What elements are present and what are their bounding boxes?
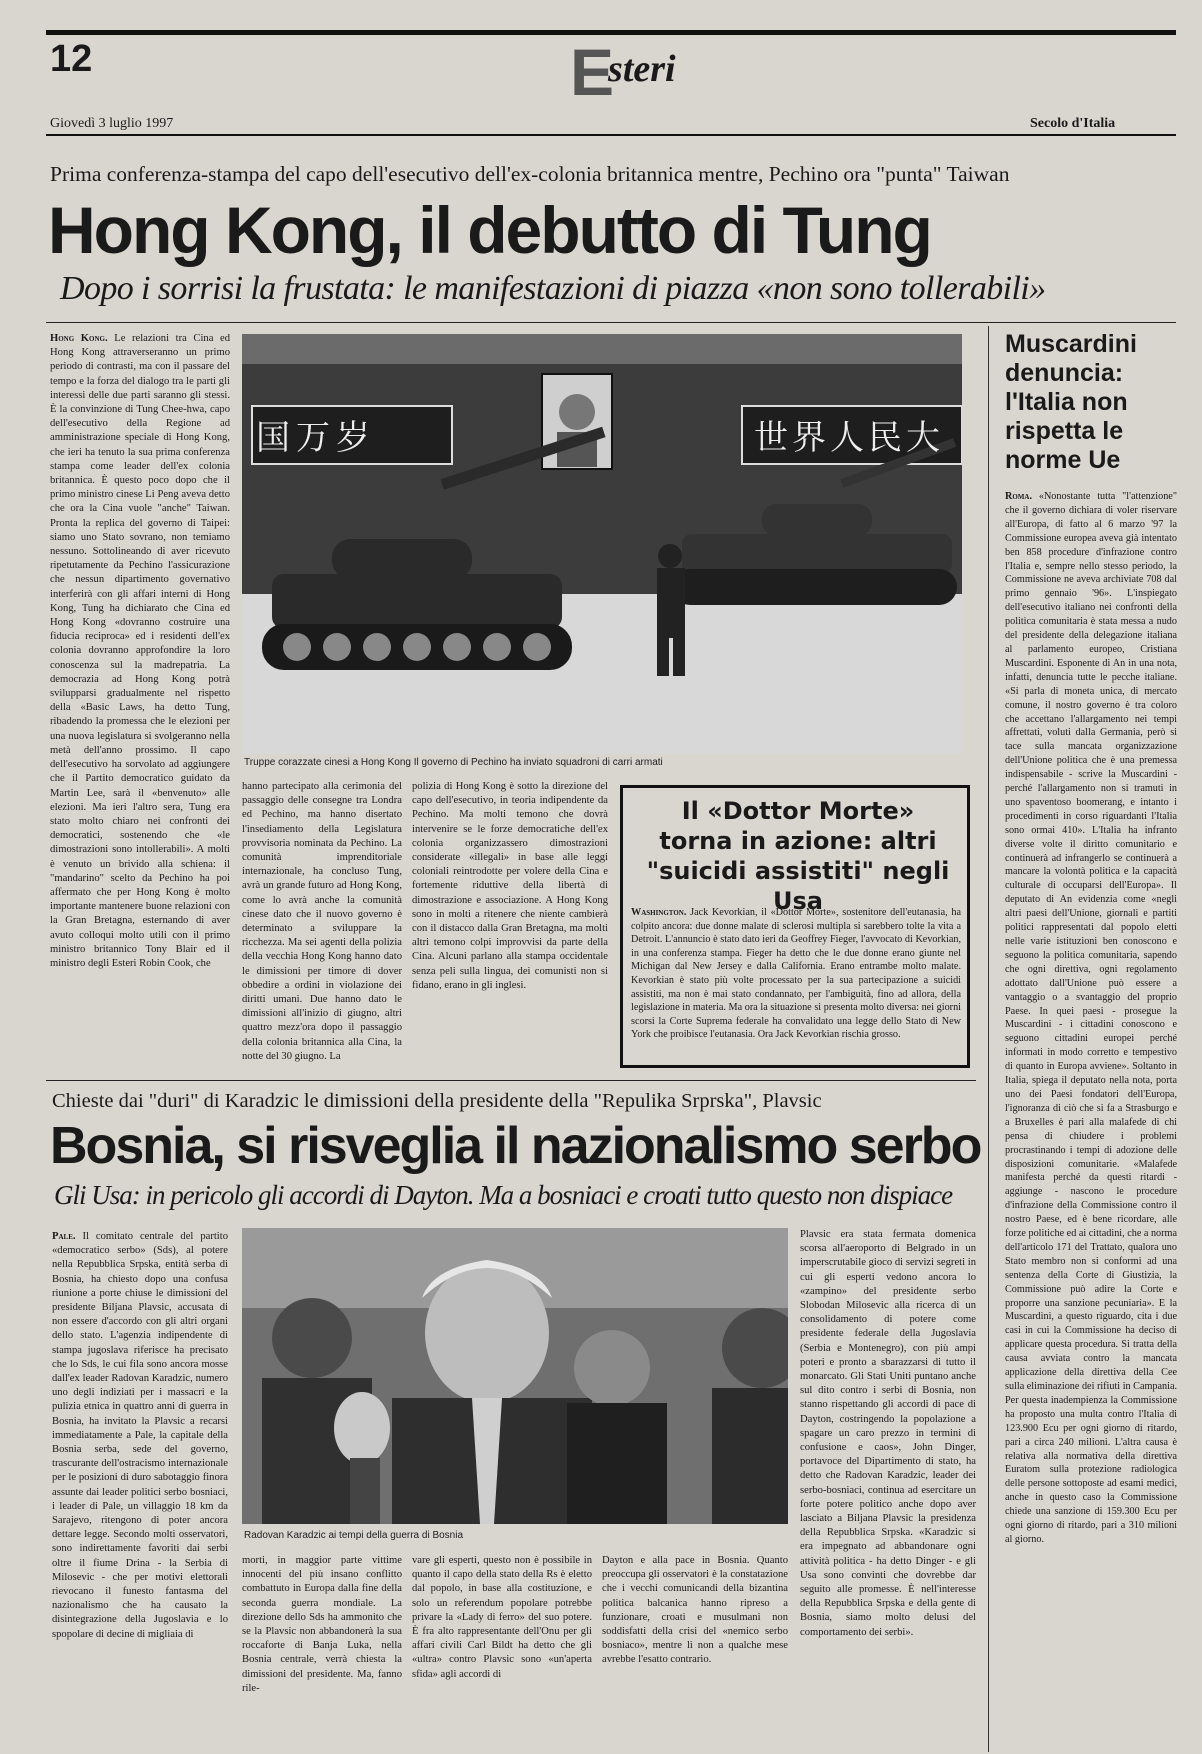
story2-kicker: Chieste dai "duri" di Karadzic le dimissioni della presidente della "Repulika Srprska", Plavsic [52,1090,822,1112]
story1-dateline: Hong Kong. [50,333,108,344]
story1-rule [46,322,1176,323]
section-rest: steri [608,48,676,90]
dottor-morte-text: Jack Kevorkian, il «Dottor Morte», sostenitore dell'eutanasia, ha colpito ancora: due donne malate di sclerosi multipla si sarebbero tolte la vita a Detroit. L'annuncio è stato dato ieri da Geoffrey Fieger, l'avvocato di Kevorkian, in una conferenza stampa. Fieger ha detto che le due donne erano giunte nel Michigan dal New Jersey e dalla California. Erano entrambe molto malate. Kevorkian è stato più volte processato per la sua partecipazione a suicidi assistiti, ma non è mai stato condannato, per l'ambiguità, fino ad allora, della legislazione in materia. Ma ora la situazione si presenta molto diversa: nei giorni scorsi la Corte Suprema federale ha convalidato una legge dello Stato di New York che proibisce l'eutanasia. Ora Jack Kevorkian rischia grosso. [631,907,961,1041]
story2-col4-text: Dayton e alla pace in Bosnia. Quanto preoccupa gli osservatori è la constatazione che i vecchi comunicandi della bizantina politica balcanica hanno ripreso a funzionare, croati e musulmani non soddisfatti della crisi del «nemico serbo bosniaco», mentre lì non a qualche mese avrebbe l'esatto contrario. [602,1555,788,1666]
section-initial: E [570,35,615,109]
story2-column-2 [242,1554,402,1748]
portrait-photo [242,1228,788,1524]
tank-photo-caption: Truppe corazzate cinesi a Hong Kong Il governo di Pechino ha inviato squadroni di carri armati [244,757,663,768]
dottor-morte-dateline: Washington. [631,907,687,918]
story2-col3-text: vare gli esperti, questo non è possibile in quanto il capo della stato della Rs è eletto dal popolo, in base alla costituzione, e solo un referendum popolare potrebbe privare la «Lady di ferro» del suo potere. È fra alto rappresentante dell'Onu per gli affari civili Carl Bildt ha detto che gli «ultra» contro Plavsic sono «un'aperta sfida» agli accordi di [412,1555,592,1680]
dottor-morte-headline: Il «Dottor Morte» torna in azione: altri "suicidi assistiti" negli Usa [646,797,950,915]
story1-col2-text: hanno partecipato alla cerimonia del passaggio delle consegne tra Londra ed Pechino, ma hanno disertato l'insediamento della Legislatura provvisoria nominata da Pechino. La comunità imprenditoriale internazionale, ha concluso Tung, avrà un grande futuro ad Hong Kong, come lo avrà anche la comunità cinese dato che il nuovo governo è determinato a sviluppare la ricchezza. Ma sei agenti della polizia della vecchia Hong Kong hanno dato le dimissioni per timore di dover obbedire a ordini in violazione dei diritti umani. Due hanno dato le dimissioni all'inizio di giugno, altri quattro mezz'ora dopo il passaggio della colonia britannica alla Cina, la notte del 30 giugno. La [242,781,402,1062]
tank-photo [242,334,962,754]
sidebar-text: «Nonostante tutta "l'attenzione" che il governo dichiara di voler riservare all'Europa, di fatto al 6 marzo '97 la Commissione europea aveva già intentato ben 858 procedure d'infrazione contro l'Italia e, sempre nello stesso periodo, la Commissione ne aveva archiviate 708 dal primo gennaio '96». L'inspiegato dell'esecutivo italiano nei confronti della politica comunitaria è stata messa a nudo del presidente della delegazione italiana al parlamento europeo, Cristiana Muscardini. Esponente di An in una nota, infatti, denuncia tutte le pecche italiane. «Si parla di moneta unica, di mercato comune, il nostro governo è tra coloro che accettano l'allargamento nei tempi affrettati, voluti dalla Germania, però si tace sulla mancata organizzazione dell'Unione politica che è una premessa indispensabile - scrive la Muscardini - perché l'allargamento non si tramuti in uno spaventoso boomerang, e intanto i procedimenti in corso riguardanti l'Italia sono ormai 410». L'Italia ha infranto diverse volte il diritto comunitario e continuerà ad infrangerlo se continuerà a mancare la volontà politica e la capacità culturale di occuparsi dell'Europa». Il deputato di An evidenzia come «negli altri paesi dell'Unione, giornali e partiti politici rappresentati dal popolo eletti nelle varie istituzioni ben conoscono e seguono la politica comunitaria, sapendo che ogni direttiva, ogni regolamento adottato dall'Unione può essere a vantaggio o a svantaggio del proprio Paese. In quei paesi - prosegue la Muscardini - i cittadini conoscono e seguono cittadini europei perché informati in modo corretto e tempestivo di quanto in Europa avviene». Soltanto in Italia, spiega il deputato nella nota, porta uno dei Paesi fondatori dell'Europa, l'ignoranza di ciò che si fa a Strasburgo e a Bruxelles è pari alla malafede di chi pensa di chiudere i problemi procrastinando i tempi di adozione delle disposizioni comunitarie. «Malafede manifesta perché da questi ritardi - aggiunge - nascono le procedure d'infrazione della Commissione contro il nostro Paese, ed è bene ricordare, alle forze politiche ed ai cittadini, che a norma dell'articolo 171 del Trattato, qualora uno Stato membro non si conformi ad una sentenza della Corte di Giustizia, la Commissione può adire la Corte e proporre una sanzione pecuniaria». E la Muscardini, a questo riguardo, cita i due casi in cui la Commissione ha deciso di applicare questa procedura. Si tratta della causa avviata contro la mancata applicazione della direttiva della Cee sulla eliminazione dei rifiuti in Campania. Per questa inadempienza la Commissione ha proposto una multa contro l'Italia di 123.900 Ecu per ogni giorno di ritardo, pari a circa 240 milioni. L'altra causa è relativa alla normativa della direttiva Euratom sulla protezione radiologica delle persone sottoposte ad esami medici, anche in questo caso la Commissione chiede una sanzione di 159.300 Ecu per ogni giorno di ritardo, pari a 310 milioni al giorno. [1005,491,1177,1545]
story1-column-1 [50,332,230,1070]
banner-right: 世界人民大 [754,418,944,458]
portrait-photo-drawing [242,1228,788,1524]
date-line: Giovedì 3 luglio 1997 [50,116,174,131]
story1-subhead: Dopo i sorrisi la frustata: le manifestazioni di piazza «non sono tollerabili» [60,270,1046,307]
story1-col1-text: Le relazioni tra Cina ed Hong Kong attraverseranno un primo periodo di contrasti, ma con il passare del tempo e la forza del dialogo tra le parti gli interessi delle due parti saranno gli stessi. È la convinzione di Tung Chee-hwa, capo dell'esecutivo della Regione ad amministrazione speciale di Hong Kong, che ieri ha tenuto la sua prima conferenza stampa come leader dell'ex colonia britannica. È questo poco dopo che il primo ministro cinese Li Peng aveva detto che ora la Cina vuole "anche" Taiwan. Pronta la replica del governo di Taipei: siamo uno Stato sovrano, non temiamo nessuno. Sottolineando di aver ricevuto ripetutamente da Pechino l'assicurazione che nessun dipartimento governativo interferirà con gli affari interni di Hong Kong, Tung ha dichiarato che Cina ed Hong Kong «dovranno costruire una fiducia reciproca» ed i residenti dell'ex colonia dovranno approfondire la loro conoscenza sul la madrepatria. La democrazia ad Hong Kong potrà svilupparsi gradualmente nel rispetto della «Basic Laws, ha detto Tung, ribadendo la promessa che le elezioni per una nuova legislatura si svolgeranno nella metà dell'anno prossimo. Il capo dell'esecutivo ha sorvolato ad aggiungere che il Partito democratico guidato da Martin Lee, sarà il «benvenuto» alle elezioni. Ma ieri l'altro sera, Tung era stato molto chiaro nei confronti dei democratici, sostenendo che «le dimostrazioni sono intollerabili». A molti è venuto un brivido alla schiena: il "mandarino" scelto da Pechino ha poi affermato che per Hong Kong è molto importante mantenere buone relazioni con la Gran Bretagna, esternando di aver avuto colloqui molto utili con il primo ministro britannico Tony Blair ed il ministro degli Esteri Robin Cook, che [50,333,230,969]
story2-column-5 [800,1228,976,1748]
dottor-morte-body [631,906,961,1061]
story1-kicker: Prima conferenza-stampa del capo dell'esecutivo dell'ex-colonia britannica mentre, Pechino ora "punta" Taiwan [50,162,1010,186]
sidebar-headline: Muscardini denuncia: l'Italia non rispetta le norme Ue [1005,330,1137,474]
story2-col1-text: Il comitato centrale del partito «democratico serbo» (Sds), al potere nella Repubblica Srpska, entità serba di Bosnia, ha chiesto dopo una confusa riunione a porte chiuse le dimissioni del presidente Biljana Plavsic, accusata di non essere d'accordo con gli altri organi dello stato. L'agenzia indipendente di stampa jugoslava riferisce ha precisato che lo Sds, le cui fila sono ancora mosse dall'ex leader Radovan Karadzic, numero uno degli indiziati per i massacri e la pulizia etnica in quattro anni di guerra in Bosnia, ha invitato la Plavsic a recarsi immediatamente a Pale, la capitale della Bosnia serba, sede del governo, trascurante dell'ostracismo internazionale per le posizioni di duro sabotaggio finora assunte dai leader politici serbo bosniaci, i leader di Pale, un villaggio 18 km da Sarajevo, ritengono di poter ancora dettare legge. Secondo molti osservatori, sono indirettamente favoriti dai serbi oltre il fiume Drina - la Serbia di Milosevic - che per motivi elettorali rievocano il funesto fantasma del nazionalismo che ha causato la disintegrazione della Jugoslavia e lo spopolare di decine di migliaia di [52,1231,228,1640]
story2-rule-top [46,1080,976,1081]
story2-col5-text: Plavsic era stata fermata domenica scorsa all'aeroporto di Belgrado in un imperscrutabile gioco di servizi segreti in cui gli esperti vedono ancora lo «zampino» del presidente serbo Slobodan Milosevic alla ricerca di un consolidamento di potere come presidente federale della Jugoslavia (Serbia e Montenegro), con più ampi poteri e pronto a sbarazzarsi di tutto il monarcato. Gli Stati Uniti puntano anche sul dito contro i serbi di Bosnia, non stanno rispettando gli accordi di pace di Dayton, costringendo la popolazione a spagare un caro prezzo in termini di confusione e caos», John Dinger, portavoce del Dipartimento di stato, ha detto che Radovan Karadzic, leader dei serbo-bosniaci, continua ad esercitare un forte potere politico anche dopo aver lasciato a Biljana Plavsic la presidenza della Repubblica Srpska. «Karadzic si era impegnato ad abbandonare ogni attività politica - ha detto Dinger - e gli Usa sono convinti che dovrebbe dar seguito alle promesse. È nell'interesse della Repubblica Srpska e della gente di Bosnia, siamo molto delusi del comportamento dei serbi». [800,1229,976,1638]
story2-column-1 [52,1230,228,1748]
story1-col3-text: polizia di Hong Kong è sotto la direzione del capo dell'esecutivo, in teoria indipendente da Pechino. Ma molti temono che dovrà intervenire se le forze democratiche dell'ex colonia organizzassero dimostrazioni considerate «illegali» in base alle leggi coloniali reintrodotte per volere della Cina e fortemente riduttive della libertà di dimostrazione e associazione. A Hong Kong sono in molti a ritenere che niente cambierà con il distacco dalla Gran Bretagna, ma molti altri temono colpi improvvisi da parte della Cina. Alcuni parlano alla stampa occidentale senza peli sulla lingua, dei comunisti non si fidano, erano in gli inglesi. [412,781,608,991]
header-rule [46,134,1176,136]
story2-column-4 [602,1554,788,1748]
portrait-photo-caption: Radovan Karadzic ai tempi della guerra di Bosnia [244,1530,464,1541]
tank-photo-drawing [242,334,962,754]
sidebar-body [1005,490,1177,1742]
paper-name: Secolo d'Italia [1030,116,1116,131]
story1-column-2 [242,780,402,1070]
story2-headline: Bosnia, si risveglia il nazionalismo serbo [50,1117,981,1175]
sidebar-divider [988,326,989,1752]
story2-column-3 [412,1554,592,1748]
story2-col2-text: morti, in maggior parte vittime innocenti del più insano conflitto combattuto in Europa dalla fine della seconda guerra mondiale. La direzione dello Sds ha ammonito che se la Plavsic non abbandonerà la sua roccaforte di Banja Luka, nella Bosnia centrale, verrà chiesta la dimissioni del presidente. Ma, fanno rile- [242,1555,402,1694]
banner-left: 国万岁 [256,418,376,458]
story1-headline: Hong Kong, il debutto di Tung [48,193,931,267]
section-title [570,35,682,109]
dottor-morte-box [620,785,970,1068]
sidebar-dateline: Roma. [1005,491,1033,502]
story2-dateline: Pale. [52,1231,76,1242]
story1-column-3 [412,780,608,1070]
page-number: 12 [50,38,93,80]
story2-subhead: Gli Usa: in pericolo gli accordi di Dayton. Ma a bosniaci e croati tutto questo non dispiace [54,1180,953,1210]
